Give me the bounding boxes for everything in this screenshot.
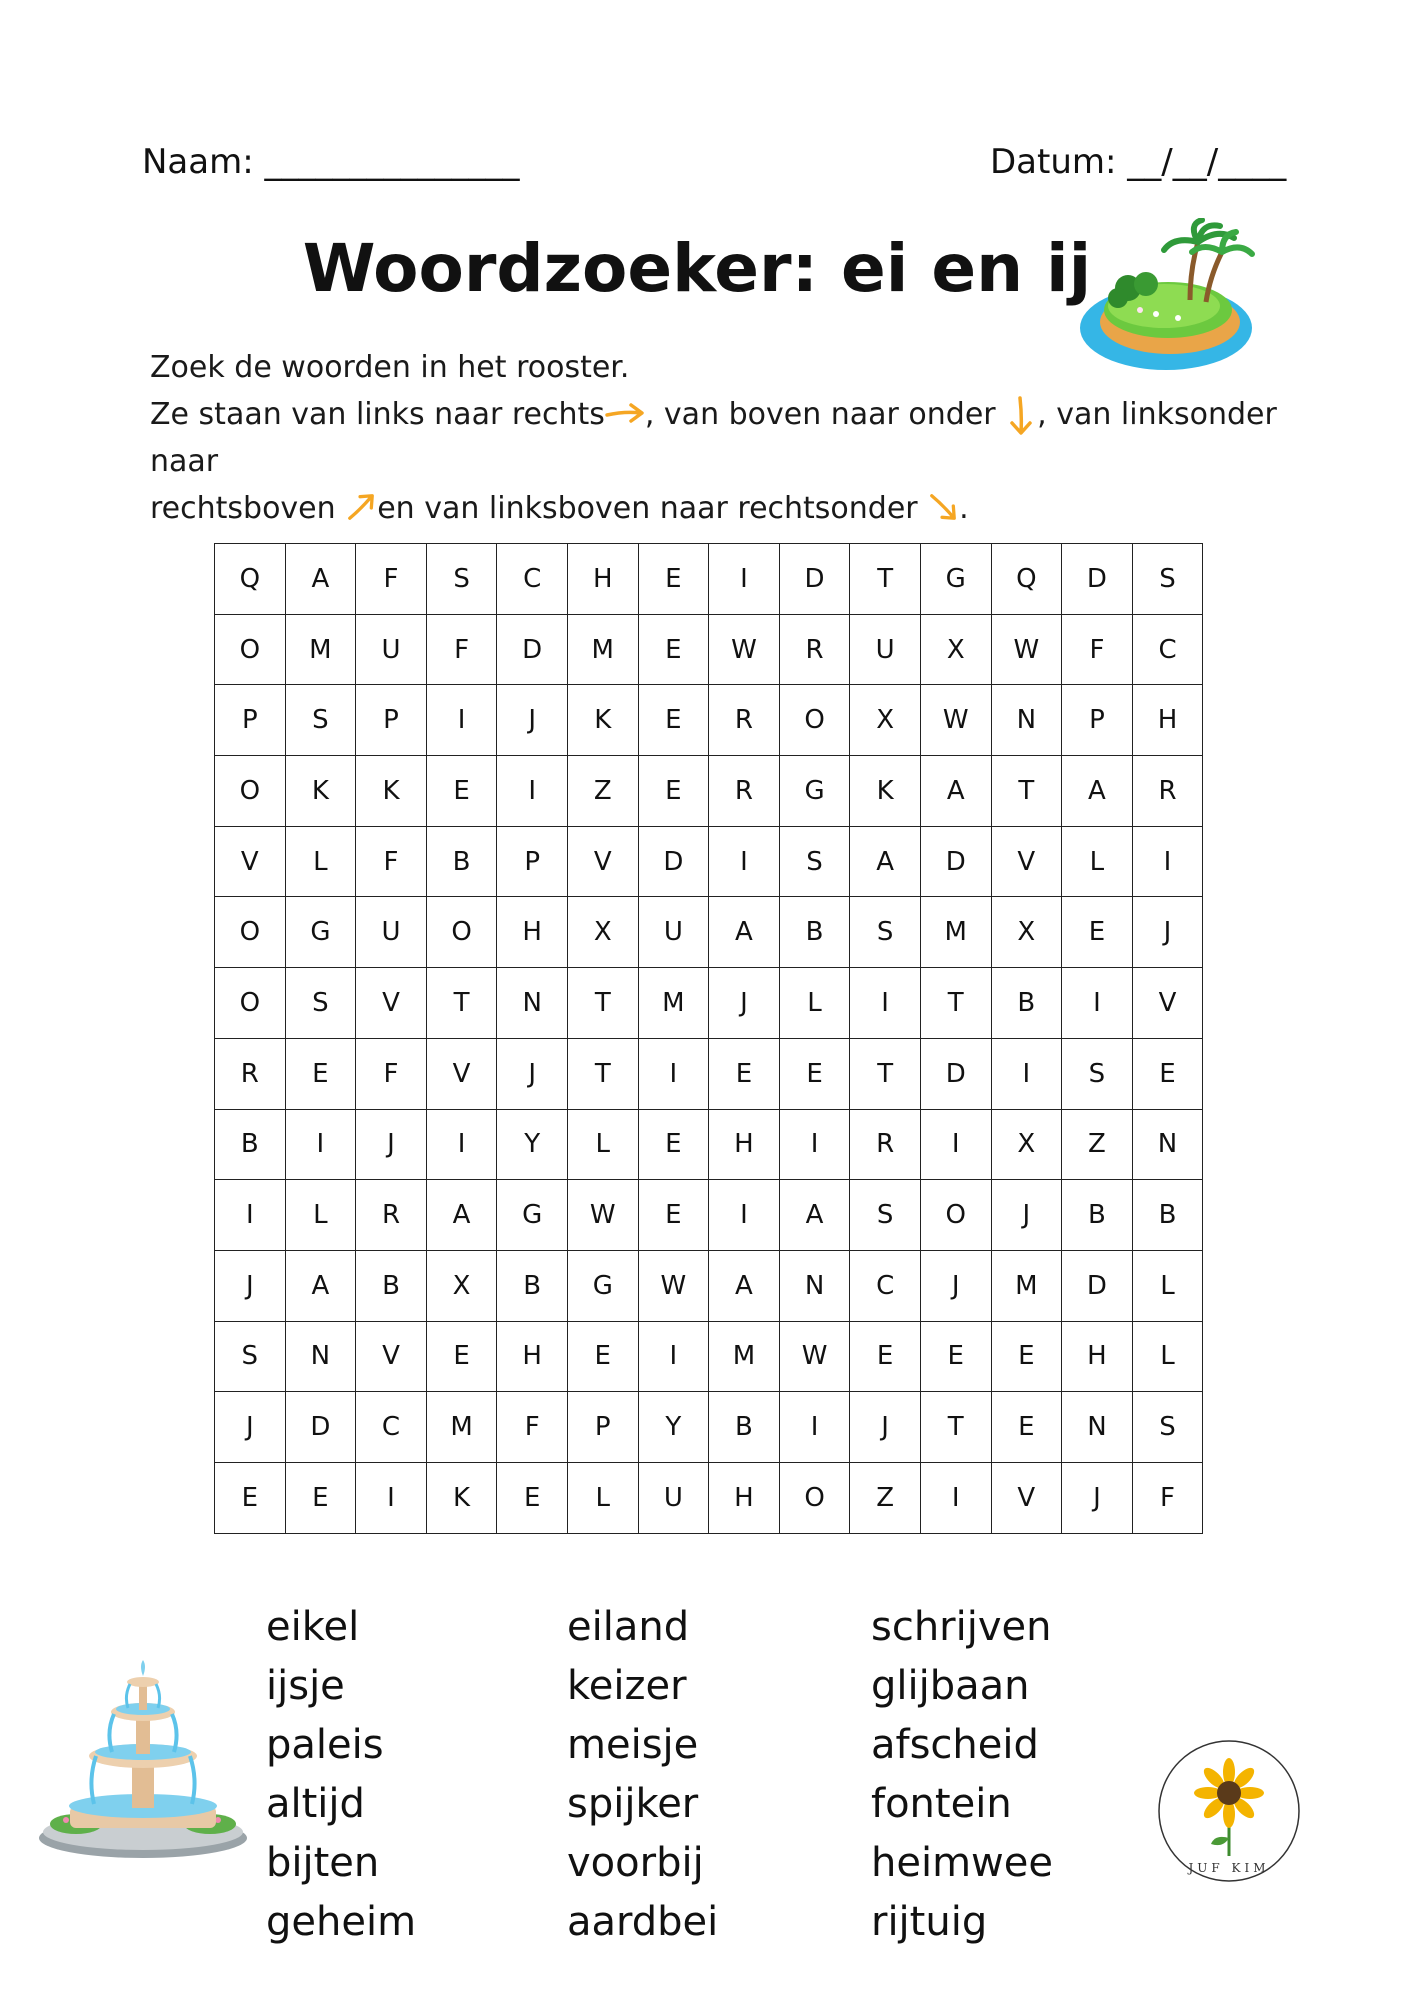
grid-cell[interactable]: U <box>638 897 709 968</box>
grid-cell[interactable]: Y <box>638 1392 709 1463</box>
grid-row <box>215 1462 1203 1533</box>
grid-cell[interactable]: B <box>356 1250 427 1321</box>
grid-cell[interactable]: T <box>920 1392 991 1463</box>
grid-cell[interactable]: J <box>497 1038 568 1109</box>
grid-cell[interactable]: L <box>1132 1321 1203 1392</box>
grid-cell[interactable]: T <box>850 544 921 615</box>
grid-cell[interactable]: B <box>1062 1180 1133 1251</box>
grid-cell[interactable]: V <box>426 1038 497 1109</box>
grid-cell[interactable]: J <box>1132 897 1203 968</box>
grid-cell[interactable]: L <box>779 968 850 1039</box>
grid-cell[interactable]: M <box>991 1250 1062 1321</box>
grid-cell[interactable]: G <box>497 1180 568 1251</box>
grid-cell[interactable]: X <box>426 1250 497 1321</box>
arrow-down-icon <box>1005 396 1037 436</box>
grid-cell[interactable]: P <box>215 685 286 756</box>
grid-cell[interactable]: X <box>991 1109 1062 1180</box>
instruction-text-bottomleft: , van linksonder naar <box>150 397 1277 479</box>
grid-cell[interactable]: M <box>638 968 709 1039</box>
grid-cell[interactable]: V <box>356 1321 427 1392</box>
grid-cell[interactable]: J <box>991 1180 1062 1251</box>
grid-cell[interactable]: D <box>1062 544 1133 615</box>
grid-cell[interactable]: H <box>1062 1321 1133 1392</box>
grid-cell[interactable]: R <box>709 756 780 827</box>
grid-cell[interactable]: G <box>920 544 991 615</box>
grid-cell[interactable]: M <box>285 614 356 685</box>
grid-cell[interactable]: X <box>567 897 638 968</box>
grid-cell[interactable]: S <box>426 544 497 615</box>
word-list-column-3 <box>871 1598 1053 1952</box>
grid-cell[interactable]: U <box>356 897 427 968</box>
grid-cell[interactable]: G <box>285 897 356 968</box>
grid-cell[interactable]: U <box>850 614 921 685</box>
word-list-item: fontein <box>871 1781 1012 1827</box>
grid-row <box>215 756 1203 827</box>
grid-cell[interactable]: I <box>991 1038 1062 1109</box>
grid-row <box>215 968 1203 1039</box>
grid-cell[interactable]: D <box>920 1038 991 1109</box>
word-list-item: keizer <box>567 1663 687 1709</box>
grid-cell[interactable]: M <box>709 1321 780 1392</box>
word-list-item: schrijven <box>871 1604 1052 1650</box>
grid-cell[interactable]: H <box>709 1462 780 1533</box>
grid-cell[interactable]: R <box>779 614 850 685</box>
grid-cell[interactable]: I <box>497 756 568 827</box>
grid-cell[interactable]: A <box>779 1180 850 1251</box>
grid-cell[interactable]: N <box>1132 1109 1203 1180</box>
grid-cell[interactable]: J <box>1062 1462 1133 1533</box>
grid-cell[interactable]: I <box>709 1180 780 1251</box>
grid-cell[interactable]: W <box>638 1250 709 1321</box>
grid-cell[interactable]: T <box>991 756 1062 827</box>
grid-cell[interactable]: C <box>1132 614 1203 685</box>
grid-cell[interactable]: J <box>356 1109 427 1180</box>
grid-cell[interactable]: A <box>285 1250 356 1321</box>
grid-cell[interactable]: I <box>920 1462 991 1533</box>
instruction-text-end: . <box>959 491 969 526</box>
grid-cell[interactable]: E <box>497 1462 568 1533</box>
instruction-line-1: Zoek de woorden in het rooster. <box>150 350 630 385</box>
grid-cell[interactable]: A <box>920 756 991 827</box>
grid-cell[interactable]: I <box>426 685 497 756</box>
grid-row <box>215 685 1203 756</box>
grid-row <box>215 1180 1203 1251</box>
grid-cell[interactable]: A <box>426 1180 497 1251</box>
grid-cell[interactable]: N <box>991 685 1062 756</box>
grid-cell[interactable]: I <box>638 1038 709 1109</box>
grid-cell[interactable]: E <box>991 1321 1062 1392</box>
grid-cell[interactable]: R <box>215 1038 286 1109</box>
instruction-line-2 <box>150 391 1350 485</box>
grid-cell[interactable]: E <box>638 1180 709 1251</box>
arrow-right-icon <box>605 398 645 428</box>
logo-text: JUF KIM <box>1188 1861 1270 1875</box>
instruction-text-left-right: Ze staan van links naar rechts <box>150 397 605 432</box>
grid-cell[interactable]: E <box>638 685 709 756</box>
word-list-column-1 <box>266 1598 416 1952</box>
grid-cell[interactable]: Y <box>497 1109 568 1180</box>
grid-cell[interactable]: Q <box>991 544 1062 615</box>
grid-cell[interactable]: O <box>215 614 286 685</box>
grid-cell[interactable]: B <box>497 1250 568 1321</box>
grid-cell[interactable]: S <box>850 1180 921 1251</box>
grid-cell[interactable]: W <box>920 685 991 756</box>
word-list-item: paleis <box>266 1722 384 1768</box>
grid-cell[interactable]: W <box>991 614 1062 685</box>
grid-cell[interactable]: I <box>1062 968 1133 1039</box>
grid-cell[interactable]: I <box>215 1180 286 1251</box>
grid-cell[interactable]: O <box>215 897 286 968</box>
grid-cell[interactable]: G <box>779 756 850 827</box>
grid-cell[interactable]: O <box>779 1462 850 1533</box>
grid-cell[interactable]: E <box>285 1038 356 1109</box>
word-list-item: afscheid <box>871 1722 1039 1768</box>
grid-cell[interactable]: N <box>285 1321 356 1392</box>
grid-cell[interactable]: A <box>850 826 921 897</box>
grid-cell[interactable]: X <box>991 897 1062 968</box>
grid-cell[interactable]: P <box>1062 685 1133 756</box>
instruction-text-topright: rechtsboven <box>150 491 346 526</box>
word-list-item: heimwee <box>871 1840 1053 1886</box>
grid-cell[interactable]: O <box>215 756 286 827</box>
grid-cell[interactable]: E <box>638 544 709 615</box>
grid-cell[interactable]: D <box>1062 1250 1133 1321</box>
grid-cell[interactable]: I <box>1132 826 1203 897</box>
grid-cell[interactable]: L <box>1132 1250 1203 1321</box>
word-list-item: glijbaan <box>871 1663 1030 1709</box>
grid-cell[interactable]: K <box>426 1462 497 1533</box>
grid-cell[interactable]: Q <box>215 544 286 615</box>
grid-cell[interactable]: L <box>567 1462 638 1533</box>
grid-cell[interactable]: E <box>1132 1038 1203 1109</box>
grid-cell[interactable]: H <box>497 1321 568 1392</box>
grid-cell[interactable]: Z <box>850 1462 921 1533</box>
grid-cell[interactable]: I <box>426 1109 497 1180</box>
arrow-up-right-icon <box>345 492 377 522</box>
grid-cell[interactable]: W <box>567 1180 638 1251</box>
grid-cell[interactable]: E <box>426 1321 497 1392</box>
grid-cell[interactable]: B <box>426 826 497 897</box>
page-title: Woordzoeker: ei en ij <box>302 230 1092 307</box>
grid-cell[interactable]: V <box>1132 968 1203 1039</box>
grid-cell[interactable]: C <box>356 1392 427 1463</box>
grid-cell[interactable]: F <box>356 1038 427 1109</box>
grid-cell[interactable]: A <box>709 897 780 968</box>
grid-cell[interactable]: Z <box>567 756 638 827</box>
grid-cell[interactable]: V <box>991 1462 1062 1533</box>
grid-cell[interactable]: E <box>426 756 497 827</box>
grid-cell[interactable]: E <box>638 614 709 685</box>
word-list-item: bijten <box>266 1840 380 1886</box>
grid-cell[interactable]: E <box>567 1321 638 1392</box>
grid-row <box>215 1321 1203 1392</box>
grid-row <box>215 1038 1203 1109</box>
grid-cell[interactable]: H <box>1132 685 1203 756</box>
grid-cell[interactable]: I <box>779 1392 850 1463</box>
grid-cell[interactable]: M <box>920 897 991 968</box>
grid-cell[interactable]: C <box>850 1250 921 1321</box>
grid-cell[interactable]: D <box>638 826 709 897</box>
grid-cell[interactable]: R <box>356 1180 427 1251</box>
grid-cell[interactable]: O <box>920 1180 991 1251</box>
grid-cell[interactable]: D <box>497 614 568 685</box>
instruction-line-3 <box>150 485 1350 532</box>
grid-cell[interactable]: C <box>497 544 568 615</box>
grid-cell[interactable]: H <box>709 1109 780 1180</box>
grid-cell[interactable]: B <box>215 1109 286 1180</box>
grid-cell[interactable]: J <box>215 1392 286 1463</box>
instructions <box>150 344 1350 532</box>
grid-cell[interactable]: E <box>285 1462 356 1533</box>
grid-cell[interactable]: K <box>285 756 356 827</box>
grid-cell[interactable]: B <box>1132 1180 1203 1251</box>
grid-cell[interactable]: S <box>1132 1392 1203 1463</box>
grid-cell[interactable]: J <box>920 1250 991 1321</box>
grid-cell[interactable]: E <box>991 1392 1062 1463</box>
grid-cell[interactable]: I <box>779 1109 850 1180</box>
grid-cell[interactable]: P <box>497 826 568 897</box>
grid-row <box>215 826 1203 897</box>
instruction-text-topleft: en van linksboven naar rechtsonder <box>377 491 928 526</box>
grid-cell[interactable]: I <box>356 1462 427 1533</box>
grid-cell[interactable]: B <box>709 1392 780 1463</box>
grid-cell[interactable]: S <box>1132 544 1203 615</box>
grid-cell[interactable]: S <box>285 685 356 756</box>
grid-cell[interactable]: A <box>1062 756 1133 827</box>
instruction-text-top-bottom: , van boven naar onder <box>644 397 1006 432</box>
word-list-item: spijker <box>567 1781 699 1827</box>
word-list-item: voorbij <box>567 1840 704 1886</box>
grid-row <box>215 614 1203 685</box>
grid-cell[interactable]: I <box>709 544 780 615</box>
grid-cell[interactable]: P <box>567 1392 638 1463</box>
grid-cell[interactable]: E <box>638 1109 709 1180</box>
grid-cell[interactable]: F <box>356 544 427 615</box>
word-list-item: eiland <box>567 1604 690 1650</box>
grid-cell[interactable]: I <box>920 1109 991 1180</box>
juf-kim-logo <box>1156 1738 1302 1884</box>
grid-cell[interactable]: I <box>285 1109 356 1180</box>
grid-cell[interactable]: L <box>285 1180 356 1251</box>
grid-cell[interactable]: V <box>215 826 286 897</box>
grid-cell[interactable]: E <box>1062 897 1133 968</box>
grid-cell[interactable]: T <box>920 968 991 1039</box>
date-field-label: Datum: __/__/____ <box>990 142 1287 182</box>
grid-cell[interactable]: R <box>709 685 780 756</box>
grid-cell[interactable]: T <box>426 968 497 1039</box>
grid-row <box>215 544 1203 615</box>
grid-cell[interactable]: V <box>356 968 427 1039</box>
grid-cell[interactable]: F <box>497 1392 568 1463</box>
grid-cell[interactable]: O <box>215 968 286 1039</box>
grid-cell[interactable]: H <box>497 897 568 968</box>
grid-cell[interactable]: R <box>850 1109 921 1180</box>
grid-cell[interactable]: R <box>1132 756 1203 827</box>
grid-cell[interactable]: M <box>426 1392 497 1463</box>
word-list-item: geheim <box>266 1899 417 1945</box>
grid-cell[interactable]: F <box>356 826 427 897</box>
grid-cell[interactable]: I <box>638 1321 709 1392</box>
grid-cell[interactable]: N <box>779 1250 850 1321</box>
grid-cell[interactable]: S <box>779 826 850 897</box>
grid-cell[interactable]: O <box>779 685 850 756</box>
grid-cell[interactable]: D <box>779 544 850 615</box>
grid-cell[interactable]: H <box>567 544 638 615</box>
grid-cell[interactable]: I <box>850 968 921 1039</box>
word-list-item: rijtuig <box>871 1899 988 1945</box>
grid-cell[interactable]: E <box>779 1038 850 1109</box>
grid-cell[interactable]: X <box>920 614 991 685</box>
grid-cell[interactable]: D <box>285 1392 356 1463</box>
grid-cell[interactable]: N <box>1062 1392 1133 1463</box>
word-list-item: meisje <box>567 1722 699 1768</box>
grid-cell[interactable]: F <box>1132 1462 1203 1533</box>
grid-cell[interactable]: E <box>709 1038 780 1109</box>
grid-cell[interactable]: X <box>850 685 921 756</box>
grid-row <box>215 1109 1203 1180</box>
grid-cell[interactable]: M <box>567 614 638 685</box>
grid-cell[interactable]: S <box>1062 1038 1133 1109</box>
grid-cell[interactable]: U <box>356 614 427 685</box>
grid-cell[interactable]: L <box>1062 826 1133 897</box>
grid-cell[interactable]: F <box>1062 614 1133 685</box>
grid-cell[interactable]: D <box>920 826 991 897</box>
grid-cell[interactable]: E <box>850 1321 921 1392</box>
grid-cell[interactable]: O <box>426 897 497 968</box>
grid-cell[interactable]: B <box>779 897 850 968</box>
grid-cell[interactable]: T <box>850 1038 921 1109</box>
grid-cell[interactable]: T <box>567 968 638 1039</box>
grid-cell[interactable]: N <box>497 968 568 1039</box>
grid-cell[interactable]: S <box>215 1321 286 1392</box>
grid-cell[interactable]: Z <box>1062 1109 1133 1180</box>
grid-cell[interactable]: S <box>285 968 356 1039</box>
grid-cell[interactable]: A <box>709 1250 780 1321</box>
fountain-illustration <box>36 1656 250 1862</box>
grid-cell[interactable]: J <box>850 1392 921 1463</box>
grid-row <box>215 1392 1203 1463</box>
grid-cell[interactable]: U <box>638 1462 709 1533</box>
grid-cell[interactable]: J <box>497 685 568 756</box>
word-list-item: eikel <box>266 1604 360 1650</box>
arrow-down-right-icon <box>927 492 959 522</box>
word-list-item: altijd <box>266 1781 365 1827</box>
word-list-item: aardbei <box>567 1899 719 1945</box>
grid-cell[interactable]: V <box>567 826 638 897</box>
grid-cell[interactable]: P <box>356 685 427 756</box>
grid-row <box>215 897 1203 968</box>
word-list-column-2 <box>567 1598 718 1952</box>
word-search-grid <box>214 543 1203 1534</box>
word-list-item: ijsje <box>266 1663 345 1709</box>
grid-cell[interactable]: T <box>567 1038 638 1109</box>
grid-cell[interactable]: V <box>991 826 1062 897</box>
grid-cell[interactable]: W <box>779 1321 850 1392</box>
grid-cell[interactable]: L <box>567 1109 638 1180</box>
grid-cell[interactable]: K <box>850 756 921 827</box>
name-field-label: Naam: _______________ <box>142 142 520 182</box>
grid-cell[interactable]: J <box>709 968 780 1039</box>
grid-cell[interactable]: E <box>638 756 709 827</box>
grid-cell[interactable]: G <box>567 1250 638 1321</box>
grid-cell[interactable]: K <box>356 756 427 827</box>
grid-cell[interactable]: F <box>426 614 497 685</box>
grid-cell[interactable]: J <box>215 1250 286 1321</box>
grid-cell[interactable]: E <box>215 1462 286 1533</box>
grid-cell[interactable]: A <box>285 544 356 615</box>
grid-row <box>215 1250 1203 1321</box>
grid-cell[interactable]: I <box>709 826 780 897</box>
grid-cell[interactable]: S <box>850 897 921 968</box>
grid-cell[interactable]: L <box>285 826 356 897</box>
grid-cell[interactable]: K <box>567 685 638 756</box>
grid-cell[interactable]: W <box>709 614 780 685</box>
grid-cell[interactable]: B <box>991 968 1062 1039</box>
grid-cell[interactable]: E <box>920 1321 991 1392</box>
